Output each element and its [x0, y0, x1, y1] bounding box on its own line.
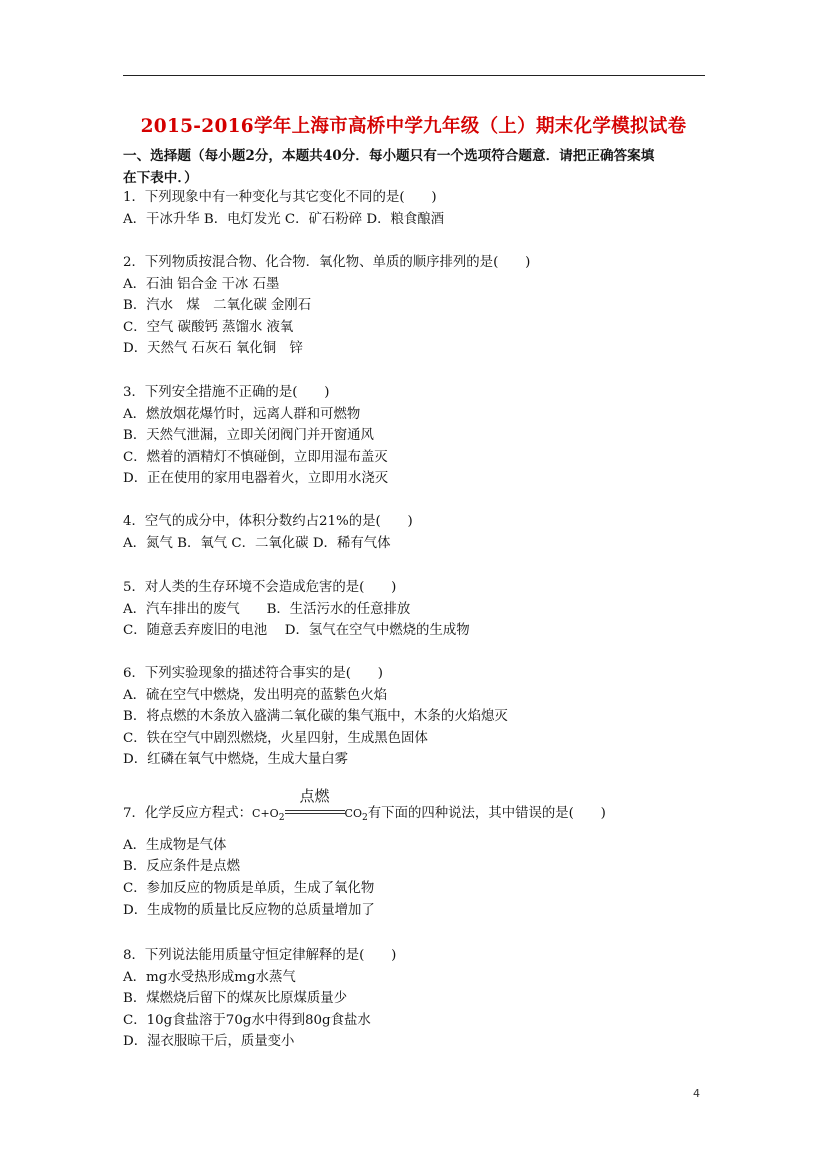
section-heading-line-2: 在下表中．）: [123, 170, 198, 186]
product-subscript: 2: [361, 812, 368, 824]
question-5: [123, 577, 723, 642]
option-cd: C．随意丢弃废旧的电池 D．氢气在空气中燃烧的生成物: [123, 623, 470, 639]
equation-products: [344, 807, 368, 824]
option-b: B．反应条件是点燃: [123, 859, 240, 875]
question-stem: 5．对人类的生存环境不会造成危害的是( ): [123, 580, 397, 595]
option-d: D．湿衣服晾干后，质量变小: [123, 1034, 295, 1050]
header-rule: [123, 75, 705, 76]
option-c: C．10g食盐溶于70g水中得到80g食盐水: [123, 1012, 371, 1028]
page-title: 2015-2016学年上海市高桥中学九年级（上）期末化学模拟试卷: [140, 116, 687, 137]
option-c: C．参加反应的物质是单质，生成了氧化物: [123, 880, 375, 896]
question-8: [123, 945, 723, 1053]
option-d: D．红磷在氧气中燃烧，生成大量白雾: [123, 752, 348, 768]
product-formula: CO: [344, 807, 362, 820]
section-heading: [123, 145, 713, 189]
reaction-arrow: [285, 787, 345, 820]
option-d: D．生成物的质量比反应物的总质量增加了: [123, 902, 375, 918]
option-ab: A．汽车排出的废气 B．生活污水的任意排放: [123, 601, 411, 617]
question-stem: 6．下列实验现象的描述符合事实的是( ): [123, 666, 383, 681]
option-b: B．天然气泄漏，立即关闭阀门并开窗通风: [123, 428, 374, 444]
question-3: [123, 382, 723, 490]
question-stem: 4．空气的成分中，体积分数约占21%的是( ): [123, 514, 413, 529]
option-a: A．mg水受热形成mg水蒸气: [123, 969, 296, 985]
equation-reactants: [252, 807, 285, 824]
option-a: A．生成物是气体: [123, 837, 227, 853]
question-6: [123, 663, 723, 771]
option-b: B．将点燃的木条放入盛满二氧化碳的集气瓶中，木条的火焰熄灭: [123, 709, 508, 725]
question-stem: [123, 787, 723, 829]
question-2: [123, 252, 723, 360]
question-4: [123, 511, 723, 554]
option-a: A．燃放烟花爆竹时，远离人群和可燃物: [123, 406, 361, 422]
option-d: D．天然气 石灰石 氧化铜 锌: [123, 341, 303, 357]
question-stem: 2．下列物质按混合物、化合物．氧化物、单质的顺序排列的是( ): [123, 255, 531, 270]
option-d: D．正在使用的家用电器着火，立即用水浇灭: [123, 471, 389, 487]
option-c: C．空气 碳酸钙 蒸馏水 液氧: [123, 319, 294, 335]
question-stem: 3．下列安全措施不正确的是( ): [123, 385, 330, 400]
stem-suffix: 有下面的四种说法，其中错误的是( ): [367, 806, 606, 821]
option-a: A．石油 铝合金 干冰 石墨: [123, 276, 280, 292]
question-options: A．氮气 B．氧气 C．二氧化碳 D．稀有气体: [123, 535, 391, 551]
question-stem: 1．下列现象中有一种变化与其它变化不同的是( ): [123, 190, 437, 205]
option-a: A．硫在空气中燃烧，发出明亮的蓝紫色火焰: [123, 687, 388, 703]
option-c: C．燃着的酒精灯不慎碰倒，立即用湿布盖灭: [123, 449, 388, 465]
reaction-condition: 点燃: [299, 787, 330, 805]
reactant-formula: C+O: [252, 807, 279, 820]
page-number: 4: [693, 1087, 700, 1100]
question-stem: 8．下列说法能用质量守恒定律解释的是( ): [123, 948, 397, 963]
question-options: A．干冰升华 B．电灯发光 C．矿石粉碎 D．粮食酿酒: [123, 211, 445, 227]
option-b: B．煤燃烧后留下的煤灰比原煤质量少: [123, 991, 348, 1007]
option-b: B．汽水 煤 二氧化碳 金刚石: [123, 298, 312, 314]
question-7: [123, 787, 723, 921]
option-c: C．铁在空气中剧烈燃烧，火星四射，生成黑色固体: [123, 730, 428, 746]
question-1: [123, 187, 723, 230]
stem-prefix: 7．化学反应方程式：: [123, 806, 253, 821]
section-heading-line-1: 一、选择题（每小题2分，本题共40分．每小题只有一个选项符合题意．请把正确答案填: [123, 148, 655, 164]
reactant-subscript: 2: [278, 812, 285, 824]
